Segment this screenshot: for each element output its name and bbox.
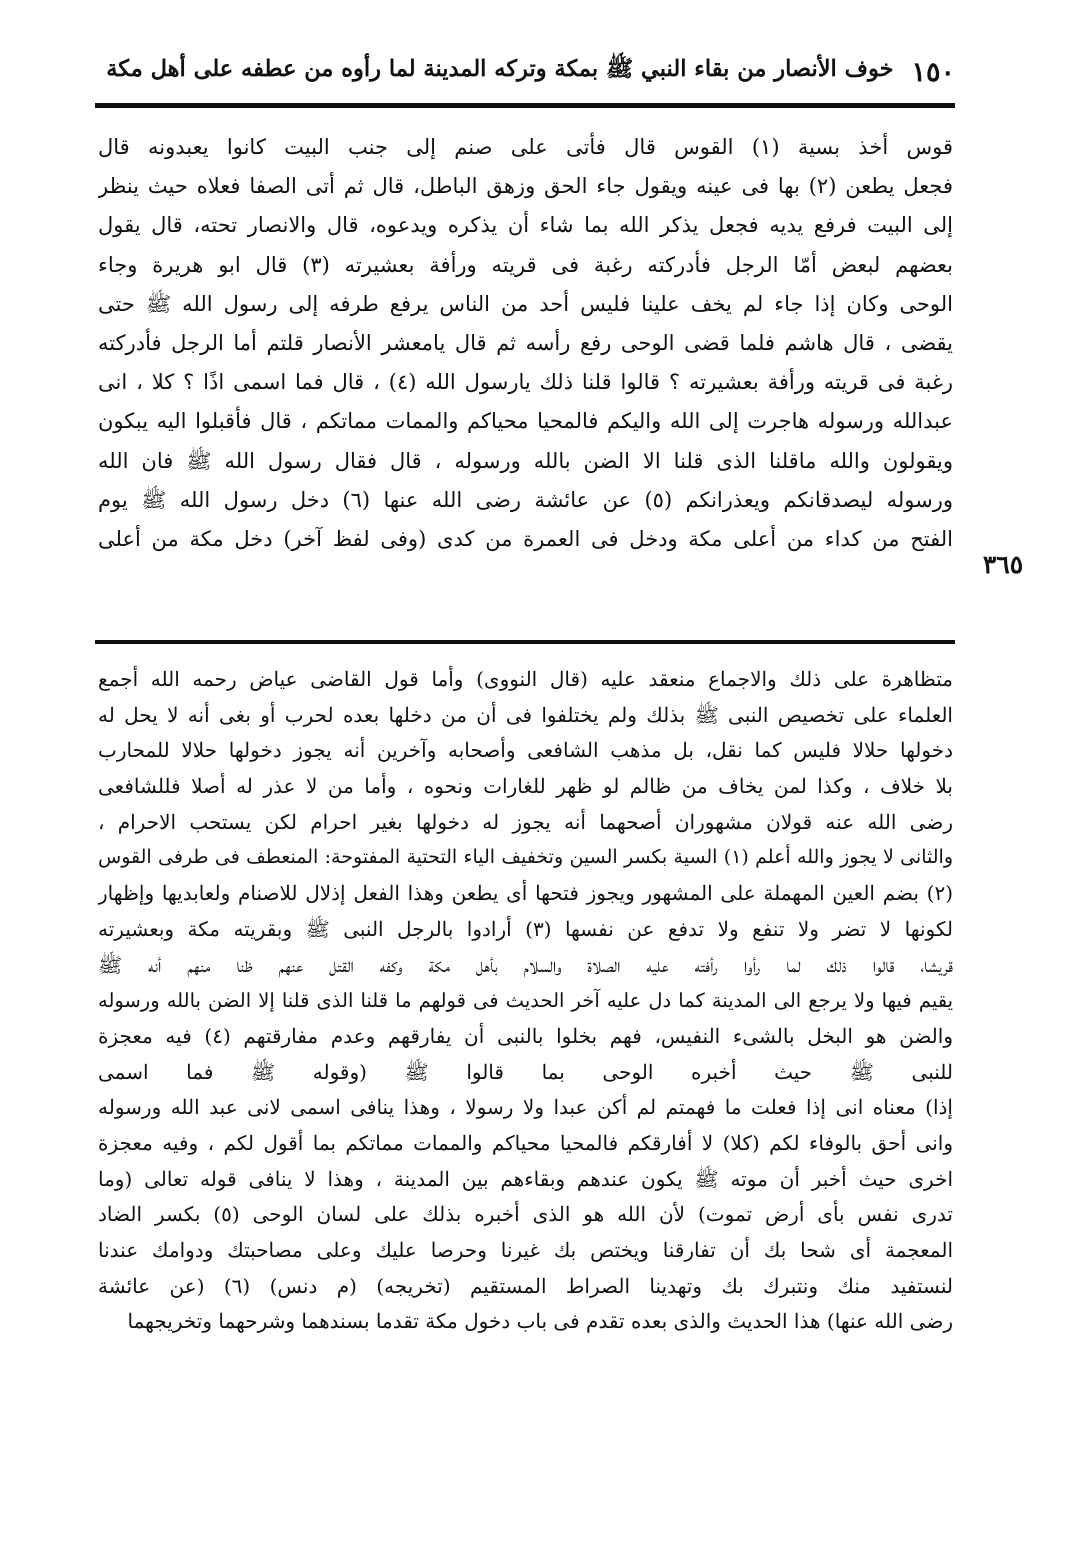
note-line: وانى أحق بالوفاء لكم (كلا) لا أفارقكم فالمحيا محياكم والممات مماتكم بما أقول لكم ، وفيه معجزة	[98, 1130, 953, 1155]
running-title: خوف الأنصار من بقاء النبي ﷺ بمكة وتركه المدينة لما رأوه من عطفه على أهل مكة	[106, 56, 894, 82]
main-line: إلى البيت فرفع يديه فجعل يذكر الله بما شاء أن يذكره ويدعوه، قال والانصار تحته، قال يقول	[98, 213, 953, 238]
main-line: عبدالله ورسوله هاجرت إلى الله واليكم فالمحيا محياكم والممات مماتكم ، قال فأقبلوا اليه يبكون	[98, 409, 953, 434]
note-line: اخرى حيث أخبر أن موته ﷺ يكون عندهم وبقاءهم بين المدينة ، وهذا لا ينافى قوله تعالى (وما	[98, 1166, 953, 1191]
note-line: رضى الله عنه قولان مشهوران أصحهما أنه يجوز له دخولها بغير احرام لكن يستحب الاحرام ،	[98, 809, 953, 834]
footnote-rule	[95, 640, 955, 644]
main-line: ورسوله ليصدقانكم ويعذرانكم (٥) عن عائشة رضى الله عنها (٦) دخل رسول الله ﷺ يوم	[98, 487, 953, 512]
main-text	[98, 128, 953, 632]
note-line: رضى الله عنها) هذا الحديث والذى بعده تقدم فى باب دخول مكة تقدما بسندهما وشرحهما وتخريجهما	[127, 1309, 953, 1334]
main-line: الفتح من كداء من أعلى مكة ودخل فى العمرة من كدى (وفى لفظ آخر) دخل مكة من أعلى	[98, 526, 953, 551]
note-line: المعجمة أى شحا بك أن تفارقنا ويختص بك غيرنا وحرصا عليك وعلى مصاحبتك ودوامك عندنا	[98, 1238, 953, 1262]
note-line: (٢) بضم العين المهملة على المشهور ويجوز فتحها أى يطعن وهذا الفعل إذلال للاصنام ولعابديها وإظهار	[98, 881, 953, 906]
main-line: بعضهم لبعض أمّا الرجل فأدركته رغبة فى قريته ورأفة بعشيرته (٣) قال ابو هريرة وجاء	[98, 252, 953, 277]
hadith-number: ٣٦٥	[982, 550, 1024, 579]
main-line: ويقولون والله ماقلنا الذى قلنا الا الضن بالله ورسوله ، قال فقال رسول الله ﷺ فان الله	[98, 448, 953, 473]
note-line: للنبى ﷺ حيث أخبره الوحى بما قالوا ﷺ (وقوله ﷺ فما اسمى	[98, 1059, 953, 1084]
note-line: لكونها لا تضر ولا تنفع ولا تدفع عن نفسها (٣) أرادوا بالرجل النبى ﷺ وبقريته مكة وبعشيرته	[98, 916, 953, 941]
note-line: يقيم فيها ولا يرجع الى المدينة كما دل عليه آخر الحديث فى قولهم ما قلنا الذى قلنا إلا الضن بالله ورسوله	[98, 989, 953, 1013]
note-line: دخولها حلالا فليس كما نقل، بل مذهب الشافعى وأصحابه وآخرين أنه يجوز دخولها حلالا للمحارب	[98, 738, 953, 763]
main-line: رغبة فى قريته ورأفة بعشيرته ؟ قالوا قلنا ذلك يارسول الله (٤) ، قال فما اسمى اذًا ؟ كلا ، انى	[98, 370, 953, 395]
note-line: بلا خلاف ، وكذا لمن يخاف من ظالم لو ظهر للغارات ونحوه ، وأما من لا عذر له أصلا فللشافعى	[98, 774, 953, 799]
note-line: والضن هو البخل بالشىء النفيس، فهم بخلوا بالنبى أن يفارقهم وعدم مفارقتهم (٤) فيه معجزة	[98, 1023, 953, 1048]
note-line: العلماء على تخصيص النبى ﷺ بذلك ولم يختلفوا فى أن من دخلها بعده لحرب أو بغى أنه لا يحل له	[98, 702, 953, 727]
note-line: لنستفيد منك ونتبرك بك وتهدينا الصراط المستقيم (تخريجه) (م دنس) (٦) (عن عائشة	[98, 1273, 953, 1298]
header-rule	[95, 103, 955, 108]
note-line: والثانى لا يجوز والله أعلم (١) السية بكسر السين وتخفيف الياء التحتية المفتوحة: المنعطف فى طرفى القوس	[98, 846, 953, 869]
footnotes	[98, 662, 953, 1492]
main-line: قوس أخذ بسية (١) القوس قال فأتى على صنم إلى جنب البيت كانوا يعبدونه قال	[98, 135, 953, 159]
note-line: قريشا، قالوا ذلك لما رأوا رأفته عليه الصلاة والسلام بأهل مكة وكفه القتل عنهم ظنا منهم أنه ﷺ	[98, 952, 953, 977]
main-line: فجعل يطعن (٢) بها فى عينه ويقول جاء الحق وزهق الباطل، قال ثم أتى الصفا فعلاه حيث ينظر	[98, 174, 953, 199]
note-line: إذا) معناه انى إذا فعلت ما فهمتم لم أكن عبدا ولا رسولا ، وهذا ينافى اسمى لانى عبد الله ورسوله	[98, 1095, 953, 1120]
note-line: متظاهرة على ذلك والاجماع منعقد عليه (قال النووى) وأما قول القاضى عياض رحمه الله أجمع	[98, 667, 953, 691]
main-line: الوحى وكان إذا جاء لم يخف علينا فليس أحد من الناس يرفع طرفه إلى رسول الله ﷺ حتى	[98, 291, 953, 316]
main-line: يقضى ، قال هاشم فلما قضى الوحى رفع رأسه ثم قال يامعشر الأنصار قلتم أما الرجل فأدركته	[98, 330, 953, 355]
note-line: تدرى نفس بأى أرض تموت) لأن الله هو الذى أخبره بذلك على لسان الوحى (٥) بكسر الضاد	[98, 1202, 953, 1227]
page-number: ١٥٠	[911, 56, 955, 88]
page-header	[95, 52, 955, 92]
